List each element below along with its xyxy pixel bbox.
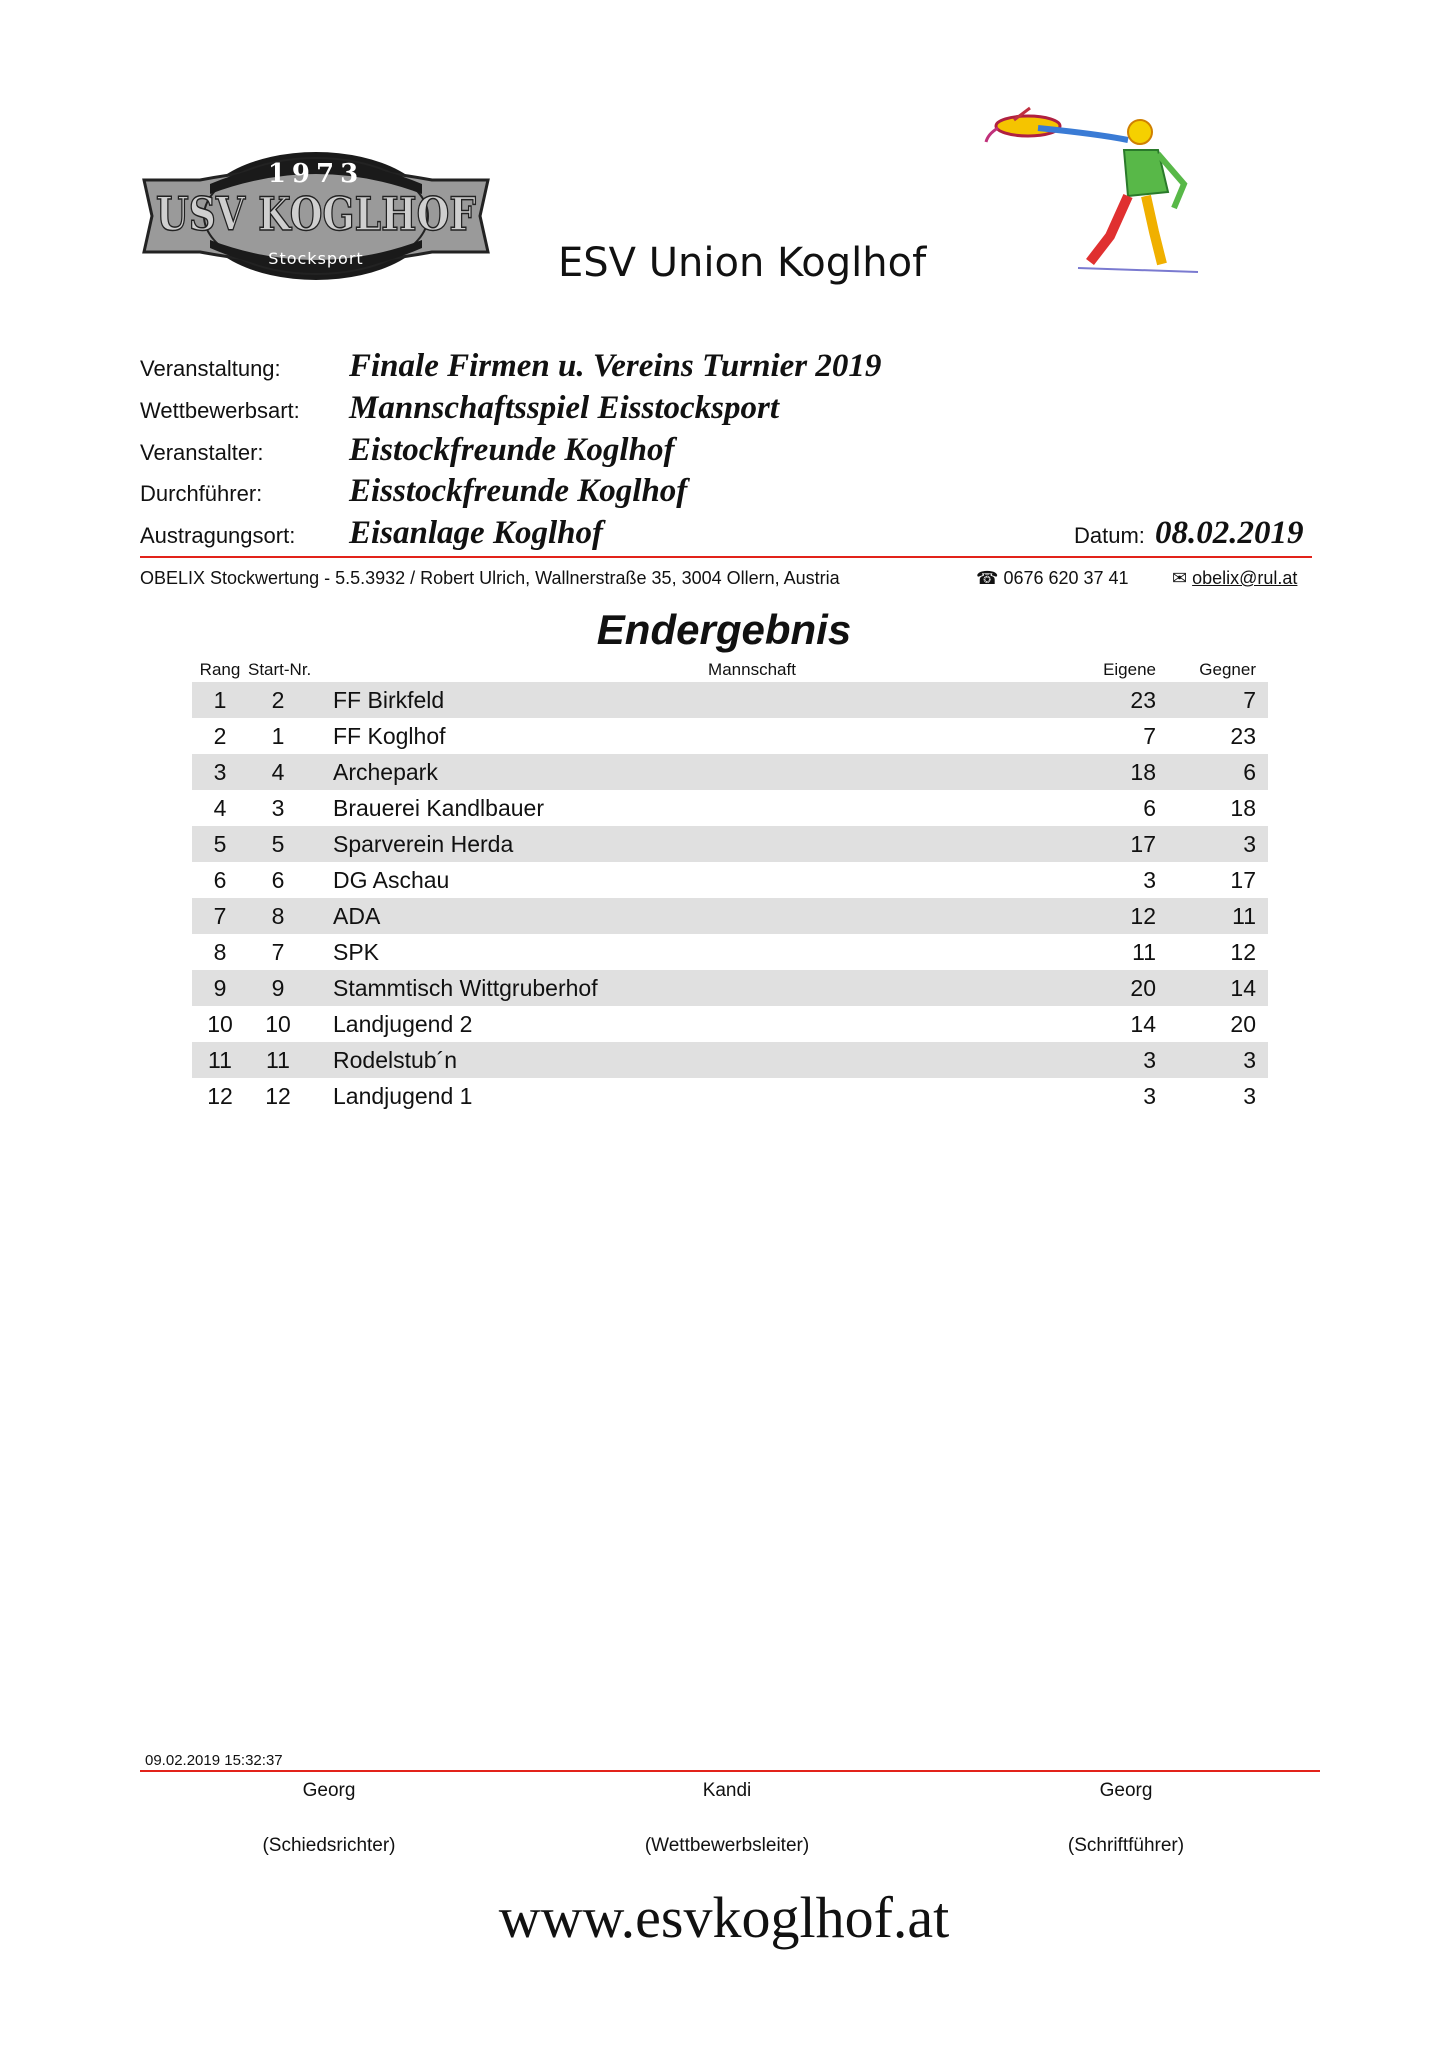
table-row — [192, 898, 1268, 934]
value-veranstalter: Eistockfreunde Koglhof — [349, 432, 675, 468]
logo-sub: Stocksport — [268, 249, 364, 268]
cell-team: FF Koglhof — [333, 723, 446, 749]
cell-start: 3 — [271, 795, 285, 821]
cell-start: 11 — [266, 1047, 290, 1073]
results-table — [192, 660, 1268, 1114]
cell-opp: 6 — [1243, 759, 1256, 785]
email-contact[interactable] — [1172, 568, 1297, 589]
logo-name: USV KOGLHOF — [156, 187, 477, 241]
label-veranstalter: Veranstalter: — [140, 440, 264, 465]
cell-start: 2 — [271, 687, 285, 713]
datum-value: 08.02.2019 — [1155, 515, 1304, 551]
value-wettbewerbsart: Mannschaftsspiel Eisstocksport — [349, 390, 779, 426]
header-own: Eigene — [1103, 660, 1156, 679]
cell-opp: 12 — [1230, 939, 1256, 965]
cell-opp: 11 — [1232, 903, 1256, 929]
cell-opp: 7 — [1243, 687, 1256, 713]
label-austragungsort: Austragungsort: — [140, 523, 296, 548]
phone-number: 0676 620 37 41 — [1003, 568, 1129, 588]
cell-start: 9 — [271, 975, 285, 1001]
signature-role-recorder: (Schriftführer) — [1067, 1835, 1185, 1856]
signature-role-director: (Wettbewerbsleiter) — [644, 1835, 810, 1856]
cell-own: 18 — [1130, 759, 1156, 785]
table-row — [192, 790, 1268, 826]
cell-team: Landjugend 1 — [333, 1083, 473, 1109]
cell-rang: 2 — [213, 723, 227, 749]
cell-team: Rodelstub´n — [333, 1047, 458, 1073]
footer-divider — [140, 1770, 1320, 1772]
table-row — [192, 862, 1268, 898]
cell-team: Landjugend 2 — [333, 1011, 473, 1037]
cell-opp: 18 — [1230, 795, 1256, 821]
table-row — [192, 970, 1268, 1006]
table-row — [192, 826, 1268, 862]
cell-own: 14 — [1130, 1011, 1156, 1037]
signature-name-recorder: Georg — [1099, 1780, 1153, 1801]
cell-team: DG Aschau — [333, 867, 450, 893]
label-wettbewerbsart: Wettbewerbsart: — [140, 398, 300, 423]
label-durchfuehrer: Durchführer: — [140, 481, 263, 506]
value-veranstaltung: Finale Firmen u. Vereins Turnier 2019 — [349, 348, 882, 384]
cell-opp: 14 — [1230, 975, 1256, 1001]
cell-rang: 12 — [207, 1083, 233, 1109]
table-row — [192, 1042, 1268, 1078]
cell-start: 4 — [271, 759, 285, 785]
cell-own: 17 — [1130, 831, 1156, 857]
table-row — [192, 1006, 1268, 1042]
phone-contact — [976, 568, 1129, 589]
cell-rang: 4 — [213, 795, 227, 821]
cell-rang: 7 — [213, 903, 227, 929]
cell-opp: 20 — [1230, 1011, 1256, 1037]
cell-rang: 3 — [213, 759, 227, 785]
cell-start: 8 — [271, 903, 285, 929]
cell-team: Archepark — [333, 759, 438, 785]
cell-opp: 3 — [1243, 1047, 1256, 1073]
header-rang: Rang — [199, 660, 241, 679]
header-start: Start-Nr. — [248, 660, 312, 679]
cell-rang: 6 — [213, 867, 227, 893]
header-divider — [140, 556, 1312, 558]
cell-team: ADA — [333, 903, 381, 929]
email-link[interactable]: obelix@rul.at — [1192, 568, 1298, 588]
cell-team: Stammtisch Wittgruberhof — [333, 975, 598, 1001]
cell-rang: 5 — [213, 831, 227, 857]
cell-own: 6 — [1143, 795, 1156, 821]
table-row — [192, 1078, 1268, 1114]
datum-label: Datum: — [1074, 523, 1145, 548]
value-austragungsort: Eisanlage Koglhof — [349, 515, 603, 551]
cell-rang: 8 — [213, 939, 227, 965]
logo-year: 1973 — [267, 159, 365, 189]
cell-start: 12 — [265, 1083, 291, 1109]
cell-team: Sparverein Herda — [333, 831, 514, 857]
ice-stock-thrower-illustration — [978, 104, 1210, 276]
website-url[interactable]: www.esvkoglhof.at — [498, 1885, 950, 1950]
cell-own: 3 — [1143, 1047, 1156, 1073]
club-title: ESV Union Koglhof — [558, 240, 927, 286]
table-body — [192, 682, 1268, 1114]
cell-own: 20 — [1130, 975, 1156, 1001]
club-logo — [140, 148, 492, 283]
cell-own: 7 — [1143, 723, 1156, 749]
cell-start: 1 — [271, 723, 285, 749]
label-veranstaltung: Veranstaltung: — [140, 356, 281, 381]
header-team: Mannschaft — [708, 660, 796, 679]
value-durchfuehrer: Eisstockfreunde Koglhof — [349, 473, 688, 509]
print-timestamp: 09.02.2019 15:32:37 — [145, 1752, 283, 1769]
cell-team: Brauerei Kandlbauer — [333, 795, 544, 821]
header-opp: Gegner — [1199, 660, 1256, 679]
cell-own: 12 — [1130, 903, 1156, 929]
signature-name-director: Kandi — [702, 1780, 752, 1801]
signature-role-referee: (Schiedsrichter) — [262, 1835, 396, 1856]
cell-team: FF Birkfeld — [333, 687, 445, 713]
cell-start: 10 — [265, 1011, 291, 1037]
envelope-icon: ✉ — [1172, 568, 1188, 588]
cell-own: 3 — [1143, 867, 1156, 893]
cell-opp: 23 — [1230, 723, 1256, 749]
cell-rang: 1 — [213, 687, 227, 713]
table-header — [192, 660, 1268, 682]
cell-team: SPK — [333, 939, 380, 965]
signature-name-referee: Georg — [302, 1780, 356, 1801]
cell-rang: 9 — [213, 975, 227, 1001]
cell-own: 23 — [1130, 687, 1156, 713]
cell-start: 5 — [271, 831, 285, 857]
cell-opp: 3 — [1243, 831, 1256, 857]
cell-opp: 3 — [1243, 1083, 1256, 1109]
cell-opp: 17 — [1230, 867, 1256, 893]
table-row — [192, 682, 1268, 718]
cell-rang: 11 — [208, 1047, 232, 1073]
cell-own: 3 — [1143, 1083, 1156, 1109]
results-title: Endergebnis — [596, 606, 852, 653]
cell-start: 6 — [271, 867, 285, 893]
software-credit: OBELIX Stockwertung - 5.5.3932 / Robert Ulrich, Wallnerstraße 35, 3004 Ollern, Austria — [140, 568, 840, 588]
cell-own: 11 — [1132, 939, 1156, 965]
cell-rang: 10 — [207, 1011, 233, 1037]
telephone-icon: ☎ — [976, 568, 999, 588]
table-row — [192, 754, 1268, 790]
table-row — [192, 934, 1268, 970]
cell-start: 7 — [271, 939, 285, 965]
table-row — [192, 718, 1268, 754]
